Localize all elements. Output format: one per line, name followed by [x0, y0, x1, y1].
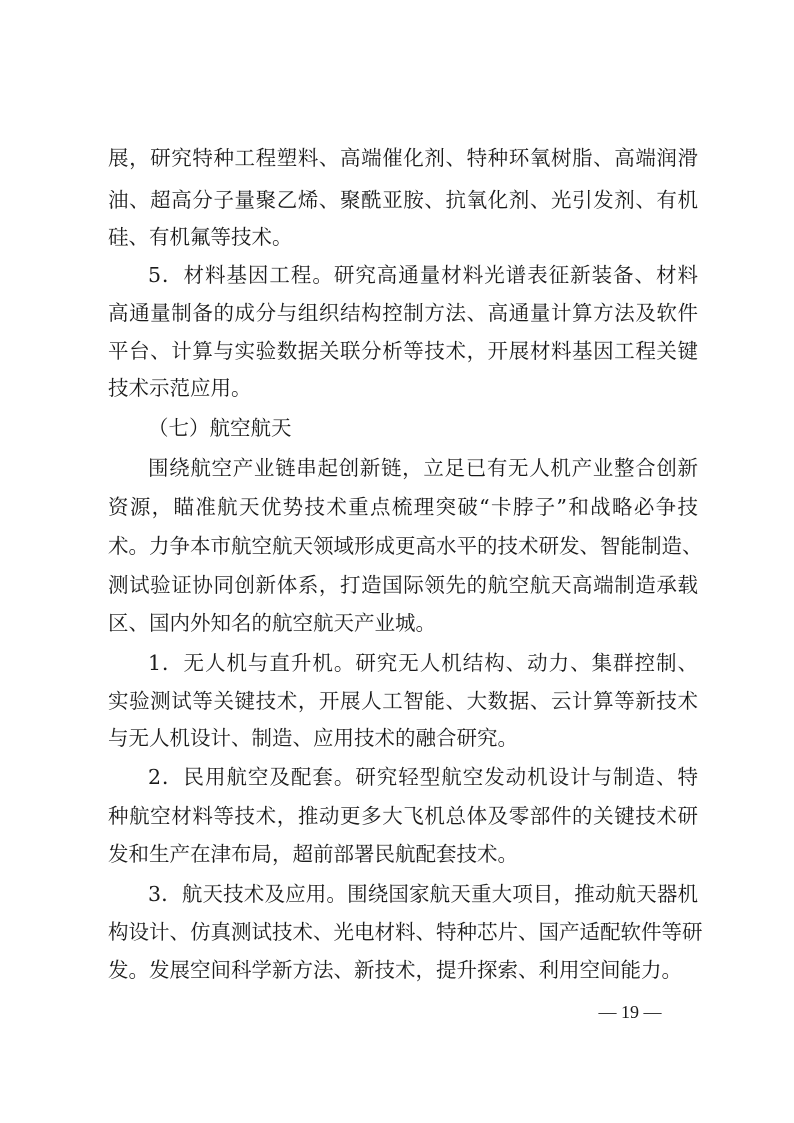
text-line: 测试验证协同创新体系，打造国际领先的航空航天高端制造承载	[108, 573, 698, 597]
text-line: 实验测试等关键技术，开展人工智能、大数据、云计算等新技术	[108, 689, 698, 713]
text-line: 与无人机设计、制造、应用技术的融合研究。	[108, 726, 518, 750]
text-line: 3．航天技术及应用。围绕国家航天重大项目，推动航天器机	[148, 882, 698, 906]
section-heading: （七）航空航天	[148, 416, 292, 440]
text-line: 种航空材料等技术，推动更多大飞机总体及零部件的关键技术研	[108, 804, 698, 828]
text-line: 1．无人机与直升机。研究无人机结构、动力、集群控制、	[148, 651, 698, 675]
text-line: 发。发展空间科学新方法、新技术，提升探索、利用空间能力。	[108, 958, 682, 982]
text-line: 硅、有机氟等技术。	[108, 225, 293, 249]
text-line: 构设计、仿真测试技术、光电材料、特种芯片、国产适配软件等研	[108, 920, 703, 944]
text-line: 术。力争本市航空航天领域形成更高水平的技术研发、智能制造、	[108, 534, 703, 558]
text-line: 围绕航空产业链串起创新链，立足已有无人机产业整合创新	[148, 456, 698, 480]
text-line: 区、国内外知名的航空航天产业城。	[108, 611, 436, 635]
text-line: 发和生产在津布局，超前部署民航配套技术。	[108, 842, 518, 866]
text-line: 资源，瞄准航天优势技术重点梳理突破“卡脖子”和战略必争技	[108, 495, 698, 519]
text-line: 技术示范应用。	[108, 376, 252, 400]
text-line: 2．民用航空及配套。研究轻型航空发动机设计与制造、特	[148, 765, 698, 789]
text-line: 5．材料基因工程。研究高通量材料光谱表征新装备、材料	[148, 263, 698, 287]
text-line: 平台、计算与实验数据关联分析等技术，开展材料基因工程关键	[108, 339, 698, 363]
text-line: 高通量制备的成分与组织结构控制方法、高通量计算方法及软件	[108, 301, 698, 325]
page-number: — 19 —	[598, 1002, 662, 1022]
text-line: 油、超高分子量聚乙烯、聚酰亚胺、抗氧化剂、光引发剂、有机	[108, 188, 698, 212]
text-line: 展，研究特种工程塑料、高端催化剂、特种环氧树脂、高端润滑	[108, 146, 698, 170]
